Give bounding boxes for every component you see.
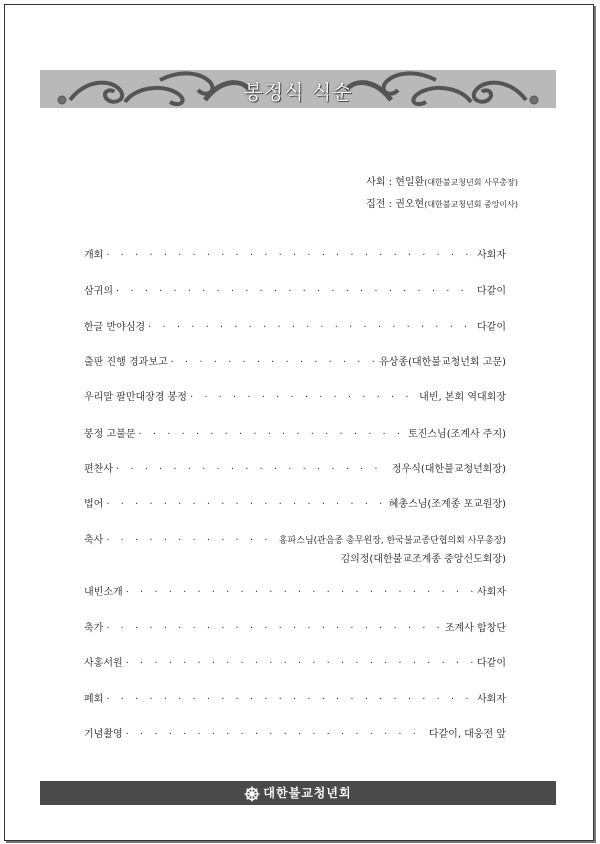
program-item <box>84 248 506 264</box>
leader-dots <box>116 284 474 300</box>
program-item <box>84 355 506 371</box>
item-value: 사회자 <box>477 250 506 261</box>
leader-dots <box>138 427 405 443</box>
program-item <box>84 692 506 708</box>
item-label: 법어 <box>84 499 104 510</box>
program-item <box>84 621 506 637</box>
leader-dots <box>126 727 426 743</box>
item-label: 우리말 팔만대장경 봉정 <box>84 392 187 403</box>
program-item <box>84 656 506 672</box>
item-label: 한글 반야심경 <box>84 322 146 333</box>
item-value: 사회자 <box>477 587 506 598</box>
footer-org-name: 대한불교청년회 <box>263 786 352 800</box>
footer-org <box>40 784 556 802</box>
leader-dots <box>148 320 474 336</box>
leader-dots <box>126 585 474 601</box>
program-item <box>84 462 506 478</box>
item-value: 내빈, 본회 역대회장 <box>419 392 506 403</box>
program-item <box>84 727 506 743</box>
item-value: 홍파스님(관음종 총무원장, 한국불교종단협의회 사무총장) <box>278 536 506 546</box>
item-label: 삼귀의 <box>84 286 113 297</box>
leader-dots <box>106 497 385 513</box>
leader-dots <box>106 533 276 549</box>
leader-dots <box>106 248 474 264</box>
item-value-extra: 김의정(대한불교조계종 중앙신도회장) <box>340 554 506 565</box>
official-role: 사회 : 현일환 <box>366 177 425 188</box>
item-value: 다같이 <box>477 322 506 333</box>
page-title: 봉정식 식순 <box>243 80 353 104</box>
program-item <box>84 497 506 513</box>
item-label: 사홍서원 <box>84 658 123 669</box>
item-label: 출판 진행 경과보고 <box>84 357 168 368</box>
item-label: 폐회 <box>84 694 104 705</box>
item-value: 정우식(대한불교청년회장) <box>391 464 506 475</box>
leader-dots <box>116 462 389 478</box>
item-value: 토진스님(조계사 주지) <box>408 429 506 440</box>
footer-bar <box>40 781 556 805</box>
officials-block <box>366 172 518 216</box>
item-value: 조계사 합창단 <box>444 623 506 634</box>
official-org: (대한불교청년회 중앙이사) <box>424 200 518 209</box>
official-line <box>366 172 518 194</box>
official-org: (대한불교청년회 사무총장) <box>424 178 518 187</box>
program-item <box>84 320 506 336</box>
title-banner <box>40 70 556 108</box>
item-label: 편찬사 <box>84 464 113 475</box>
program-item <box>84 585 506 601</box>
item-value: 사회자 <box>477 694 506 705</box>
program-item <box>84 533 506 549</box>
item-label: 기념촬영 <box>84 729 123 740</box>
official-line <box>366 194 518 216</box>
item-label: 개회 <box>84 250 104 261</box>
item-label: 내빈소개 <box>84 587 123 598</box>
leader-dots <box>171 355 376 371</box>
leader-dots <box>126 656 474 672</box>
item-value: 혜총스님(조계종 포교원장) <box>388 499 506 510</box>
leader-dots <box>106 692 474 708</box>
program-item <box>84 284 506 300</box>
program-item <box>84 390 506 406</box>
item-value: 다같이 <box>477 658 506 669</box>
item-label: 봉정 고불문 <box>84 429 136 440</box>
item-label: 축사 <box>84 535 104 546</box>
program-page <box>4 4 594 841</box>
program-item <box>84 427 506 443</box>
official-role: 집전 : 권오현 <box>366 199 425 210</box>
dharma-wheel-icon <box>244 786 260 802</box>
item-value: 유상종(대한불교청년회 고문) <box>379 357 506 368</box>
item-value: 다같이, 대웅전 앞 <box>428 729 506 740</box>
item-label: 축가 <box>84 623 104 634</box>
leader-dots <box>190 390 416 406</box>
leader-dots <box>106 621 442 637</box>
item-value: 다같이 <box>477 286 506 297</box>
